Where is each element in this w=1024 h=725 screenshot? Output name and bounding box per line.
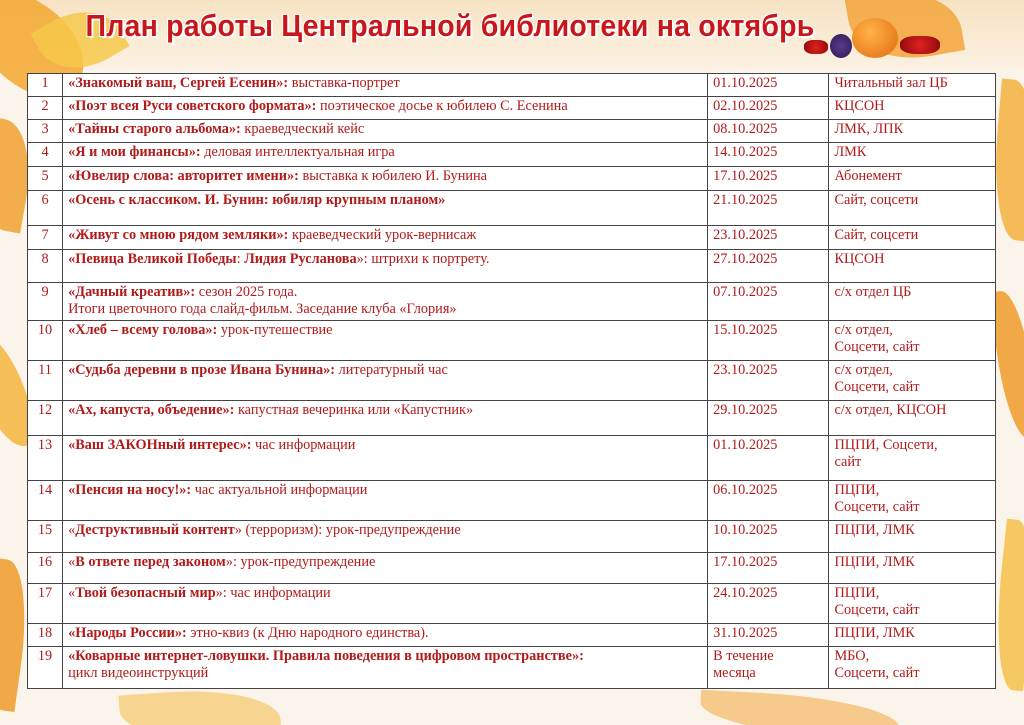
event-description: краеведческий урок-вернисаж bbox=[288, 227, 477, 243]
event-date: 10.10.2025 bbox=[713, 522, 778, 538]
event-place: КЦСОН bbox=[834, 98, 885, 114]
event-title: «Хлеб – всему голова»: bbox=[68, 322, 218, 338]
table-row bbox=[28, 361, 996, 401]
row-number: 9 bbox=[28, 283, 63, 321]
place-cell bbox=[829, 143, 996, 167]
date-cell bbox=[708, 647, 829, 689]
table-row bbox=[28, 553, 996, 584]
event-title: «Народы России»: bbox=[68, 625, 187, 641]
event-cell bbox=[63, 97, 708, 120]
event-description: : bbox=[236, 251, 245, 267]
event-description: деловая интеллектуальная игра bbox=[200, 144, 395, 160]
event-title: «Живут со мною рядом земляки»: bbox=[68, 227, 289, 243]
event-date: 23.10.2025 bbox=[713, 362, 778, 378]
place-cell bbox=[829, 97, 996, 120]
table-row bbox=[28, 624, 996, 647]
date-cell bbox=[708, 481, 829, 521]
place-cell bbox=[829, 553, 996, 584]
table-row bbox=[28, 521, 996, 553]
place-cell bbox=[829, 226, 996, 250]
event-place-line2: сайт bbox=[834, 454, 862, 470]
event-date: 27.10.2025 bbox=[713, 251, 778, 267]
date-cell bbox=[708, 624, 829, 647]
event-place: ПЦПИ, ЛМК bbox=[834, 625, 915, 641]
event-date: 01.10.2025 bbox=[713, 437, 778, 453]
row-number: 8 bbox=[28, 250, 63, 283]
event-place-line2: Соцсети, сайт bbox=[834, 665, 920, 681]
date-cell bbox=[708, 553, 829, 584]
event-place: ПЦПИ, Соцсети, bbox=[834, 437, 938, 453]
event-title: «Знакомый ваш, Сергей Есенин»: bbox=[68, 75, 289, 91]
event-place-line2: Соцсети, сайт bbox=[834, 602, 920, 618]
event-date: 06.10.2025 bbox=[713, 482, 778, 498]
event-description: литературный час bbox=[335, 362, 448, 378]
table-row bbox=[28, 321, 996, 361]
event-place: Сайт, соцсети bbox=[834, 192, 919, 208]
place-cell bbox=[829, 250, 996, 283]
event-description: выставка-портрет bbox=[288, 75, 400, 91]
event-place: с/х отдел, bbox=[834, 322, 893, 338]
event-date: 17.10.2025 bbox=[713, 554, 778, 570]
table-row bbox=[28, 167, 996, 191]
event-description: »: урок-предупреждение bbox=[225, 554, 376, 570]
date-cell bbox=[708, 321, 829, 361]
row-number: 11 bbox=[28, 361, 63, 401]
date-cell bbox=[708, 436, 829, 481]
event-date: 29.10.2025 bbox=[713, 402, 778, 418]
event-title: Лидия Русланова bbox=[244, 251, 357, 267]
table-row bbox=[28, 401, 996, 436]
event-description: « bbox=[68, 585, 76, 601]
event-date: 14.10.2025 bbox=[713, 144, 778, 160]
date-cell bbox=[708, 120, 829, 143]
date-cell bbox=[708, 226, 829, 250]
event-description: »: штрихи к портрету. bbox=[356, 251, 490, 267]
row-number: 18 bbox=[28, 624, 63, 647]
place-cell bbox=[829, 521, 996, 553]
row-number: 2 bbox=[28, 97, 63, 120]
event-date: 08.10.2025 bbox=[713, 121, 778, 137]
event-cell bbox=[63, 624, 708, 647]
table-row bbox=[28, 584, 996, 624]
place-cell bbox=[829, 120, 996, 143]
place-cell bbox=[829, 74, 996, 97]
event-place: КЦСОН bbox=[834, 251, 885, 267]
event-cell bbox=[63, 167, 708, 191]
event-date: 15.10.2025 bbox=[713, 322, 778, 338]
event-cell bbox=[63, 74, 708, 97]
event-cell bbox=[63, 120, 708, 143]
event-cell bbox=[63, 584, 708, 624]
place-cell bbox=[829, 436, 996, 481]
event-date: 31.10.2025 bbox=[713, 625, 778, 641]
date-cell bbox=[708, 143, 829, 167]
row-number: 19 bbox=[28, 647, 63, 689]
event-place-line2: Соцсети, сайт bbox=[834, 339, 920, 355]
event-place: с/х отдел, КЦСОН bbox=[834, 402, 947, 418]
table-row bbox=[28, 436, 996, 481]
event-cell bbox=[63, 481, 708, 521]
row-number: 6 bbox=[28, 191, 63, 226]
event-cell bbox=[63, 321, 708, 361]
table-row bbox=[28, 120, 996, 143]
event-cell bbox=[63, 647, 708, 689]
event-cell bbox=[63, 361, 708, 401]
event-place: с/х отдел, bbox=[834, 362, 893, 378]
event-place: ЛМК bbox=[834, 144, 867, 160]
plan-table-body bbox=[28, 74, 996, 689]
date-cell bbox=[708, 401, 829, 436]
event-title: «Тайны старого альбома»: bbox=[68, 121, 241, 137]
row-number: 16 bbox=[28, 553, 63, 584]
berries-icon bbox=[900, 36, 940, 54]
event-title: «Дачный креатив»: bbox=[68, 284, 196, 300]
place-cell bbox=[829, 624, 996, 647]
event-title: «Ювелир слова: авторитет имени»: bbox=[68, 168, 299, 184]
event-cell bbox=[63, 283, 708, 321]
event-description: сезон 2025 года. bbox=[195, 284, 298, 300]
date-cell bbox=[708, 74, 829, 97]
place-cell bbox=[829, 321, 996, 361]
event-title: «Поэт всея Руси советского формата»: bbox=[68, 98, 317, 114]
date-cell bbox=[708, 167, 829, 191]
table-row bbox=[28, 143, 996, 167]
event-place: с/х отдел ЦБ bbox=[834, 284, 912, 300]
event-cell bbox=[63, 401, 708, 436]
event-title: Твой безопасный мир bbox=[75, 585, 216, 601]
leaf-shape bbox=[699, 690, 901, 725]
place-cell bbox=[829, 647, 996, 689]
event-cell bbox=[63, 250, 708, 283]
event-cell bbox=[63, 191, 708, 226]
event-date: 07.10.2025 bbox=[713, 284, 778, 300]
event-place: Читальный зал ЦБ bbox=[834, 75, 948, 91]
row-number: 13 bbox=[28, 436, 63, 481]
event-title: «Ах, капуста, объедение»: bbox=[68, 402, 235, 418]
event-cell bbox=[63, 436, 708, 481]
row-number: 10 bbox=[28, 321, 63, 361]
date-cell bbox=[708, 283, 829, 321]
event-description: »: час информации bbox=[215, 585, 331, 601]
event-place: ПЦПИ, ЛМК bbox=[834, 554, 915, 570]
event-place: ПЦПИ, ЛМК bbox=[834, 522, 915, 538]
event-title: «Судьба деревни в прозе Ивана Бунина»: bbox=[68, 362, 336, 378]
event-title: «Пенсия на носу!»: bbox=[68, 482, 192, 498]
event-date: 21.10.2025 bbox=[713, 192, 778, 208]
event-description: « bbox=[68, 554, 76, 570]
row-number: 3 bbox=[28, 120, 63, 143]
row-number: 4 bbox=[28, 143, 63, 167]
plan-table bbox=[27, 73, 996, 689]
event-date-line2: месяца bbox=[713, 665, 756, 681]
row-number: 14 bbox=[28, 481, 63, 521]
event-cell bbox=[63, 553, 708, 584]
event-date: 24.10.2025 bbox=[713, 585, 778, 601]
row-number: 15 bbox=[28, 521, 63, 553]
event-place: МБО, bbox=[834, 648, 870, 664]
event-cell bbox=[63, 521, 708, 553]
date-cell bbox=[708, 521, 829, 553]
date-cell bbox=[708, 361, 829, 401]
event-date: В течение bbox=[713, 648, 774, 664]
event-place: ЛМК, ЛПК bbox=[834, 121, 904, 137]
page-title: План работы Центральной библиотеки на октябрь bbox=[85, 8, 815, 43]
event-description: капустная вечеринка или «Капустник» bbox=[234, 402, 474, 418]
place-cell bbox=[829, 481, 996, 521]
event-date: 23.10.2025 bbox=[713, 227, 778, 243]
table-row bbox=[28, 74, 996, 97]
event-date: 17.10.2025 bbox=[713, 168, 778, 184]
place-cell bbox=[829, 401, 996, 436]
leaf-shape bbox=[118, 684, 281, 725]
event-description: поэтическое досье к юбилею С. Есенина bbox=[316, 98, 568, 114]
event-description: урок-путешествие bbox=[217, 322, 333, 338]
table-row bbox=[28, 97, 996, 120]
row-number: 5 bbox=[28, 167, 63, 191]
event-place: Абонемент bbox=[834, 168, 902, 184]
date-cell bbox=[708, 191, 829, 226]
table-row bbox=[28, 283, 996, 321]
event-date: 02.10.2025 bbox=[713, 98, 778, 114]
row-number: 17 bbox=[28, 584, 63, 624]
event-description: этно-квиз (к Дню народного единства). bbox=[186, 625, 429, 641]
event-description: час актуальной информации bbox=[191, 482, 368, 498]
event-description: час информации bbox=[251, 437, 356, 453]
event-date: 01.10.2025 bbox=[713, 75, 778, 91]
event-description: цикл видеоинструкций bbox=[68, 665, 209, 681]
row-number: 1 bbox=[28, 74, 63, 97]
event-place-line2: Соцсети, сайт bbox=[834, 379, 920, 395]
event-description: выставка к юбилею И. Бунина bbox=[298, 168, 488, 184]
event-cell bbox=[63, 226, 708, 250]
place-cell bbox=[829, 361, 996, 401]
table-row bbox=[28, 481, 996, 521]
event-description: » (терроризм): урок-предупреждение bbox=[234, 522, 461, 538]
event-title: «Коварные интернет-ловушки. Правила поведения в цифровом пространстве»: bbox=[68, 648, 584, 664]
event-title: «Я и мои финансы»: bbox=[68, 144, 201, 160]
event-place: ПЦПИ, bbox=[834, 482, 880, 498]
event-description: Итоги цветочного года слайд-фильм. Заседание клуба «Глория» bbox=[68, 301, 457, 317]
place-cell bbox=[829, 283, 996, 321]
place-cell bbox=[829, 584, 996, 624]
event-place: ПЦПИ, bbox=[834, 585, 880, 601]
event-place-line2: Соцсети, сайт bbox=[834, 499, 920, 515]
event-place: Сайт, соцсети bbox=[834, 227, 919, 243]
event-description: « bbox=[68, 522, 76, 538]
event-title: Деструктивный контент bbox=[75, 522, 235, 538]
event-title: В ответе перед законом bbox=[75, 554, 226, 570]
table-row bbox=[28, 191, 996, 226]
place-cell bbox=[829, 191, 996, 226]
date-cell bbox=[708, 250, 829, 283]
row-number: 12 bbox=[28, 401, 63, 436]
event-cell bbox=[63, 143, 708, 167]
table-row bbox=[28, 250, 996, 283]
event-description: краеведческий кейс bbox=[240, 121, 365, 137]
date-cell bbox=[708, 584, 829, 624]
event-title: «Осень с классиком. И. Бунин: юбиляр крупным планом» bbox=[68, 192, 446, 208]
date-cell bbox=[708, 97, 829, 120]
table-row bbox=[28, 226, 996, 250]
event-title: «Ваш ЗАКОНный интерес»: bbox=[68, 437, 252, 453]
place-cell bbox=[829, 167, 996, 191]
row-number: 7 bbox=[28, 226, 63, 250]
event-title: «Певица Великой Победы bbox=[68, 251, 237, 267]
table-row bbox=[28, 647, 996, 689]
